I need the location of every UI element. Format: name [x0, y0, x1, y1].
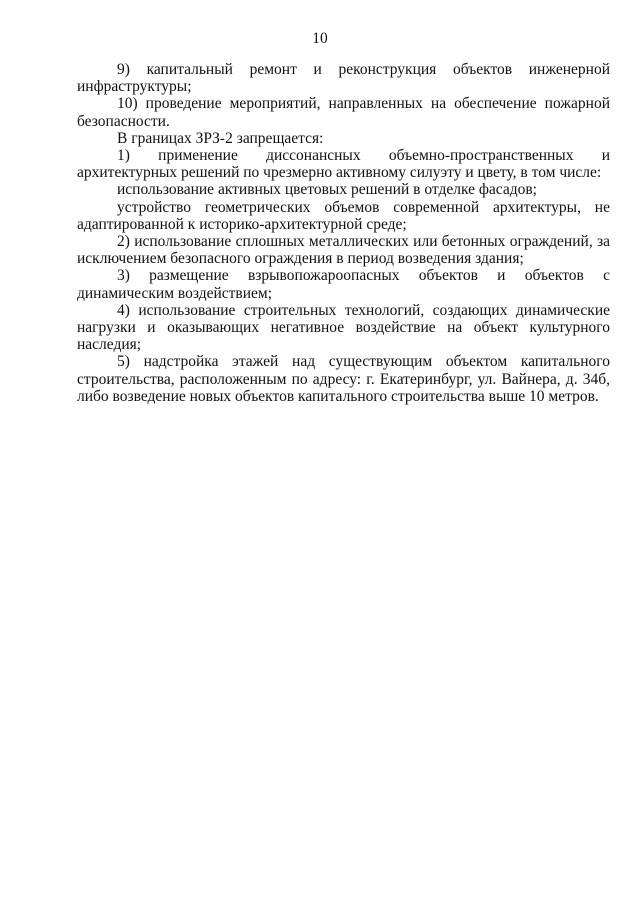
- paragraph-prohibition-5: 5) надстройка этажей над существующим объектом капитального строительства, расположенным по адресу: г. Екатеринбург, ул. Вайнера, д. 34б, либо возведение новых объектов капитального строительства выше 10 метров.: [77, 353, 610, 405]
- paragraph-prohibition-3: 3) размещение взрывопожароопасных объектов и объектов с динамическим воздействием;: [77, 267, 610, 302]
- paragraph-prohibition-1-volumes: устройство геометрических объемов современной архитектуры, не адаптированной к историко-архитектурной среде;: [77, 198, 610, 233]
- paragraph-prohibition-2: 2) использование сплошных металлических или бетонных ограждений, за исключением безопасного ограждения в период возведения здания;: [77, 233, 610, 268]
- paragraph-item-10: 10) проведение мероприятий, направленных на обеспечение пожарной безопасности.: [77, 95, 610, 130]
- paragraph-zrz2-heading: В границах ЗРЗ-2 запрещается:: [117, 129, 324, 147]
- paragraph-prohibition-1-facades: использование активных цветовых решений в отделке фасадов;: [117, 181, 537, 199]
- paragraph-prohibition-1: 1) применение диссонансных объемно-пространственных и архитектурных решений по чрезмерно активному силуэту и цвету, в том числе:: [77, 147, 610, 182]
- paragraph-prohibition-4: 4) использование строительных технологий, создающих динамические нагрузки и оказывающих негативное воздействие на объект культурного наследия;: [77, 301, 610, 354]
- paragraph-item-9: 9) капитальный ремонт и реконструкция объектов инженерной инфраструктуры;: [77, 61, 610, 96]
- document-body: [77, 61, 610, 405]
- page-number: 10: [312, 30, 328, 47]
